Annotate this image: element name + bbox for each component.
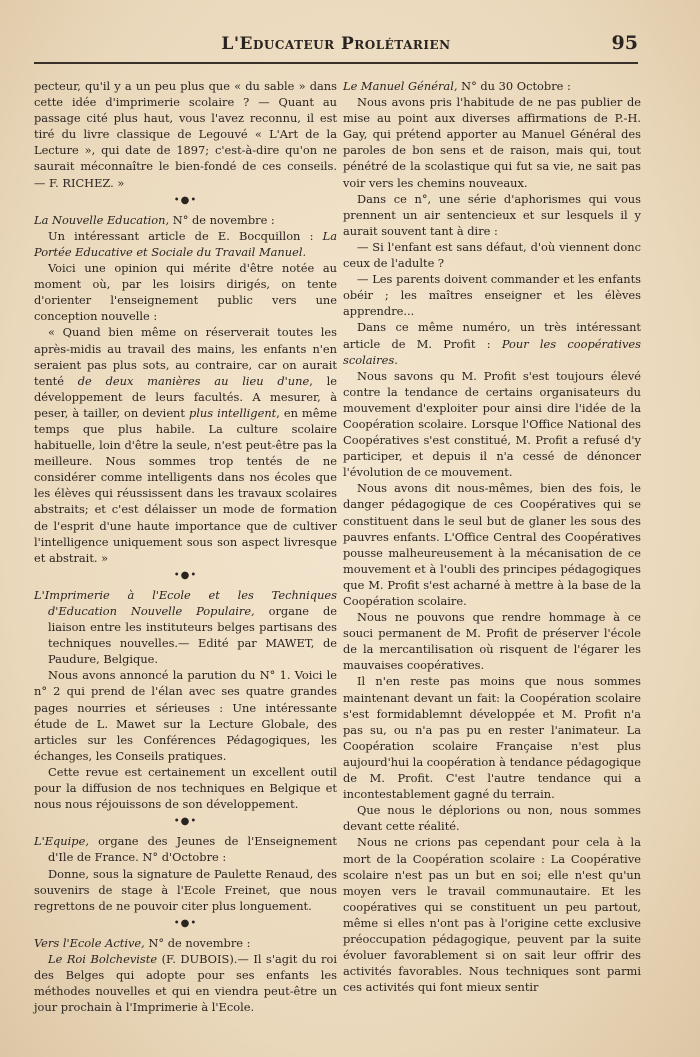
- review-ecole-active: [34, 935, 337, 951]
- section-ornament: •●•: [173, 917, 198, 929]
- paragraph: Cette revue est certainement un excellent outil pour la diffusion de nos techniques en Belgique et nous nous réjouissons de son développement.: [34, 764, 337, 812]
- quote-text: , le développement de leurs facultés. A mesurer, à peser, à tailler, on devient: [34, 373, 337, 420]
- section-ornament: •●•: [173, 569, 198, 581]
- paragraph: [34, 951, 337, 1015]
- journal-name: L'Imprimerie à l'Ecole et les Techniques d'Education Nouvelle Populaire,: [34, 587, 337, 618]
- running-header: [34, 32, 638, 64]
- aphorism: — Si l'enfant est sans défaut, d'où viennent donc ceux de l'adulte ?: [343, 239, 641, 271]
- journal-name: Le Manuel Général,: [343, 79, 458, 93]
- review-manuel-general: [343, 78, 641, 94]
- paragraph: Nous avons pris l'habitude de ne pas publier de mise au point aux diverses affirmations de P.-H. Gay, qui prétend apporter au Manuel Général des paroles de bon sens et de raison, mais qui, tout pénétré de la scolastique qui fut sa vie, ne sait pas voir vers les chemins nouveaux.: [343, 95, 641, 190]
- paragraph-text: Dans ce même numéro, un très intéressant article de M. Profit :: [343, 320, 641, 351]
- review-equipe: [34, 833, 337, 865]
- quote-emphasis: plus intelligent: [188, 405, 277, 420]
- issue-date: N° de novembre :: [144, 935, 251, 950]
- article-intro: [34, 228, 337, 260]
- quotation: [34, 324, 337, 565]
- right-column: [343, 78, 641, 995]
- journal-description: organe de liaison entre les instituteurs belges partisans des techniques nouvelles.— Edité par MAWET, de Paudure, Belgique.: [48, 604, 337, 667]
- paragraph: Nous avons dit nous-mêmes, bien des fois, le danger pédagogique de ces Coopératives qui se constituent dans le seul but de glaner les sous des pauvres enfants. L'Office Central des Coopératives pousse malheureusement à la mécanisation de ce mouvement et à l'oubli des principes pédagogiques que M. Profit s'est acharné à mettre à la base de la Coopération scolaire.: [343, 481, 641, 608]
- issue-date: N° du 30 Octobre :: [457, 79, 571, 93]
- paragraph: Nous avons annoncé la parution du N° 1. Voici le n° 2 qui prend de l'élan avec ses quatre grandes pages nourries et sérieuses : Une intéressante étude de L. Mawet sur la Lecture Globale, des articles sur les Conférences Pédagogiques, les échanges, les Conseils pratiques.: [34, 668, 337, 763]
- paragraph-text: (F. DUBOIS).— Il s'agit du roi des Belges qui adopte pour ses enfants les méthodes nouvelles et qui en viendra peut-être un jour prochain à l'Imprimerie à l'Ecole.: [34, 951, 337, 1015]
- quote-emphasis: de deux manières au lieu d'une: [77, 373, 310, 388]
- paragraph: Dans ce n°, une série d'aphorismes qui vous prennent un air sentencieux et sur lesquels il y aurait souvent tant à dire :: [343, 191, 641, 238]
- book-title: Le Roi Bolcheviste: [48, 951, 158, 966]
- intro-text: Un intéressant article de E. Bocquillon :: [48, 228, 323, 243]
- review-nouvelle-education: [34, 212, 337, 228]
- paragraph: Il n'en reste pas moins que nous sommes maintenant devant un fait: la Coopération scolaire s'est formidablemnt développée et M. Profit n'a pas su, ou n'a pas pu en rester l'animateur. La Coopération scolaire Française n'est plus aujourd'hui la coopération à tendance pédagogique de M. Profit. C'est l'autre tendance qui a incontestablement gagné du terrain.: [343, 674, 641, 802]
- section-ornament: •●•: [173, 194, 198, 206]
- article-title: Pour les coopératives scolaires.: [343, 336, 642, 367]
- journal-description: organe des Jeunes de l'Enseignement d'Ile de France. N° d'Octobre :: [48, 834, 337, 865]
- page-number: 95: [611, 32, 638, 54]
- quote-text: , en même temps que plus habile. La culture scolaire habituelle, loin d'être la seule, n'est peut-être pas la meilleure. Nous sommes trop tentés de ne considérer comme intelligents dans nos écoles que les élèves qui réussissent dans les travaux scolaires abstraits; et c'est délaisser un mode de formation de l'esprit d'une haute importance que de cultiver l'intelligence uniquement sous son aspect livresque et abstrait. »: [34, 405, 337, 565]
- paragraph: Voici une opinion qui mérite d'être notée au moment où, par les loisirs dirigés, on tente d'orienter l'enseignement public vers une conception nouvelle :: [34, 261, 337, 324]
- journal-name: Vers l'Ecole Active,: [34, 935, 145, 950]
- quote-text: « Quand bien même on réserverait toutes les après-midis au travail des mains, les enfants n'en seraient pas plus sots, au contraire, car on aurait tenté: [34, 325, 337, 388]
- paragraph: Nous ne pouvons que rendre hommage à ce souci permanent de M. Profit de préserver l'école de la mercantilisation où risquent de l'égarer les mauvaises coopératives.: [343, 610, 641, 673]
- paragraph: [343, 319, 641, 367]
- issue-date: N° de novembre :: [169, 212, 275, 227]
- left-column: [34, 78, 337, 1015]
- aphorism: — Les parents doivent commander et les enfants obéir ; les maîtres enseigner et les élèves apprendre...: [343, 272, 641, 319]
- journal-name: L'Equipe,: [34, 834, 89, 849]
- paragraph: Nous savons qu M. Profit s'est toujours élevé contre la tendance de certains organisateurs du mouvement d'exploiter pour ainsi dire l'idée de la Coopération scolaire. Lorsque l'Office National des Coopératives s'est constitué, M. Profit a refusé d'y participer, et depuis il n'a cessé de dénoncer l'évolution de ce mouvement.: [343, 368, 641, 480]
- paragraph: Donne, sous la signature de Paulette Renaud, des souvenirs de stage à l'Ecole Freinet, que nous regrettons de ne pouvoir citer plus longuement.: [34, 866, 337, 913]
- journal-name: La Nouvelle Education,: [34, 212, 170, 227]
- review-imprimerie-belge: [34, 587, 337, 667]
- paragraph: Que nous le déplorions ou non, nous sommes devant cette réalité.: [343, 803, 641, 834]
- paragraph: Nous ne crions pas cependant pour cela à la mort de la Coopération scolaire : La Coopérative scolaire n'est pas un but en soi; elle n'est qu'un moyen vers le travail communautaire. Et les coopératives qui se constituent un peu partout, même si elles n'ont pas à l'origine cette exclusive préoccupation pédagogique, peuvent par la suite évoluer favorablement si on sait leur offrir des activités favorables. Nous techniques sont parmi ces activités qui font mieux sentir: [343, 835, 641, 995]
- section-ornament: •●•: [173, 816, 198, 828]
- article-title: La Portée Educative et Sociale du Travail Manuel.: [34, 228, 337, 259]
- journal-title: L'Educateur Prolétarien: [221, 34, 451, 54]
- richez-letter-end: pecteur, qu'il y a un peu plus que « du sable » dans cette idée d'imprimerie scolaire ? — Quant au passage cité plus haut, vous l'avez reconnu, il est tiré du livre classique de Legouvé « L'Art de la Lecture », qui date de 1897; c'est-à-dire qu'on ne saurait méconnaître le bien-fondé de ces conseils. — F. RICHEZ. »: [34, 79, 337, 190]
